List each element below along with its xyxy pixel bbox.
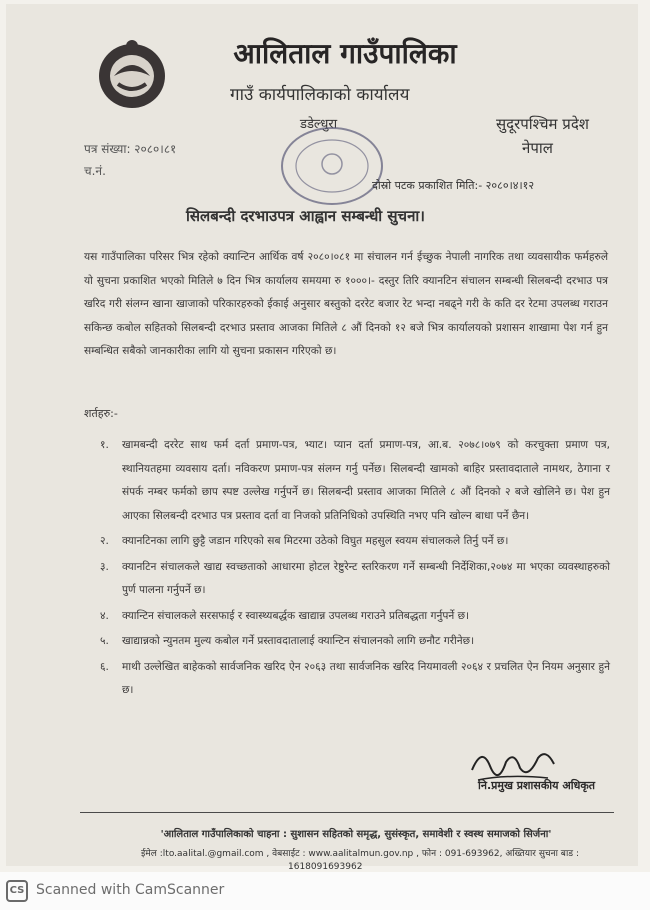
condition-item xyxy=(100,630,610,654)
province: सुदूरपश्चिम प्रदेश xyxy=(496,115,589,133)
organization-name: आलिताल गाउँपालिका xyxy=(233,37,457,70)
office-name: गाउँ कार्यपालिकाको कार्यालय xyxy=(230,85,410,105)
condition-number: ४. xyxy=(100,609,109,622)
condition-text: क्यान्टिन संचालकले सरसफाई र स्वास्थ्यबर्द्धक खाद्यान्न उपलब्ध गराउने प्रतिबद्धता गर्नुपर्ने छ। xyxy=(122,609,470,622)
condition-text: क्यानटिनका लागि छुट्टै जडान गरिएको सब मिटरमा उठेको विघुत महसुल स्वयम संचालकले तिर्नु पर्ने छ। xyxy=(122,535,509,547)
condition-item xyxy=(100,605,610,629)
condition-number: १. xyxy=(100,439,109,451)
condition-number: ५. xyxy=(100,635,109,647)
conditions-list xyxy=(100,434,610,705)
letter-number: पत्र संख्या: २०८०।८१ xyxy=(84,142,177,156)
condition-text: खाद्यान्नको न्युनतम मुल्य कबोल गर्ने प्रस्तावदातालाई क्यान्टिन संचालनको लागि छनौट गरीनेछ। xyxy=(122,635,475,647)
footer-motto: 'आलिताल गाउँपालिकाको चाहना : सुशासन सहितको समृद्ध, सुसंस्कृत, समावेशी र स्वस्थ समाजको सिर्जना' xyxy=(160,829,552,840)
footer-contact-number: 1618091693962 xyxy=(288,862,363,872)
condition-number: ३. xyxy=(100,560,109,573)
condition-text: खामबन्दी दररेट साथ फर्म दर्ता प्रमाण-पत्र, भ्याट। प्यान दर्ता प्रमाण-पत्र, आ.ब. २०७८।०७९ को करचुक्ता प्रमाण पत्र, स्थानियतहमा व्यवसाय दर्ता। नविकरण प्रमाण-पत्र संलग्न गर्नु पर्नेछ। सिलबन्दी खामको बाहिर प्रस्तावदाताले नामथर, ठेगाना र संपर्क नम्बर फर्मको छाप स्पष्ट उल्लेख गर्नुपर्ने छ। सिलबन्दी प्रस्ताव आजका मितिले ८ औं दिनको २ बजे खोलिने छ। पेश हुन आएका सिलबन्दी दरभाउ पत्र प्रस्ताव दर्ता वा निजको प्रतिनिधिको उपस्थिति नभए पनि खोल्न बाधा पर्ने छैन। xyxy=(122,439,610,522)
footer-contact: ईमेल :lto.aalital.@gmail.com , वेबसाईट : www.aalitalmun.gov.np , फोन : 091-693962, अख्तियार सुचना बाड : xyxy=(141,849,579,859)
address: डडेल्धुरा xyxy=(300,117,338,132)
condition-item xyxy=(100,530,610,554)
condition-number: ६. xyxy=(100,660,109,673)
conditions-heading: शर्तहरु:- xyxy=(84,407,118,420)
notice-body: यस गाउँपालिका परिसर भित्र रहेको क्यान्टिन आर्थिक वर्ष २०८०।०८१ मा संचालन गर्न ईच्छुक नेपाली नागरिक तथा व्यवसायीक फर्महरुले यो सुचना प्रकाशित भएको मितिले ७ दिन भित्र कार्यालय समयमा रु १०००।- दस्तुर तिरि क्यानटिन संचालन सम्बन्धी सिलबन्दी दरभाउ पत्र खरिद गरी संलग्न खाना खाजाको परिकारहरुको ईकाई अनुसार बस्तुको दररेट बजार रेट भन्दा नबढ्ने गरी के कति दर रेटमा उपलब्ध गराउन सकिन्छ कबोल सहितको सिलबन्दी दरभाउ प्रस्ताव आजका मितिले ८ औं दिनको १२ बजे भित्र कार्यालयको प्रशासन शाखामा पेश गर्न हुन सम्बन्धित सबैको जानकारीका लागि यो सुचना प्रकासन गरिएको छ। xyxy=(84,251,608,357)
condition-item xyxy=(100,434,610,528)
camscanner-icon: CS xyxy=(6,880,28,902)
dispatch-number: च.नं. xyxy=(84,164,106,178)
scanner-label: Scanned with CamScanner xyxy=(36,882,225,898)
notice-subject: सिलबन्दी दरभाउपत्र आह्वान सम्बन्धी सुचना। xyxy=(186,207,425,225)
office-stamp-icon xyxy=(278,124,386,208)
country: नेपाल xyxy=(522,139,553,157)
condition-item xyxy=(100,556,610,603)
condition-text: क्यानटिन संचालकले खाद्य स्वच्छताको आधारमा होटल रेष्टुरेन्ट स्तरिकरण गर्ने सम्बन्धी निर्देशिका,२०७४ मा भएका व्यवस्थाहरुको पुर्ण पालना गर्नुपर्ने छ। xyxy=(122,560,610,596)
condition-item xyxy=(100,656,610,703)
footer-divider xyxy=(80,812,614,813)
signatory-title: नि.प्रमुख प्रशासकीय अधिकृत xyxy=(478,779,596,792)
condition-text: माथी उल्लेखित बाहेकको सार्वजनिक खरिद ऐन २०६३ तथा सार्वजनिक खरिद नियमावली २०६४ र प्रचलित ऐन नियम अनुसार हुने छ। xyxy=(122,660,610,696)
published-date: दोस्रो पटक प्रकाशित मिति:- २०८०।४।१२ xyxy=(372,179,535,192)
condition-number: २. xyxy=(100,535,109,547)
